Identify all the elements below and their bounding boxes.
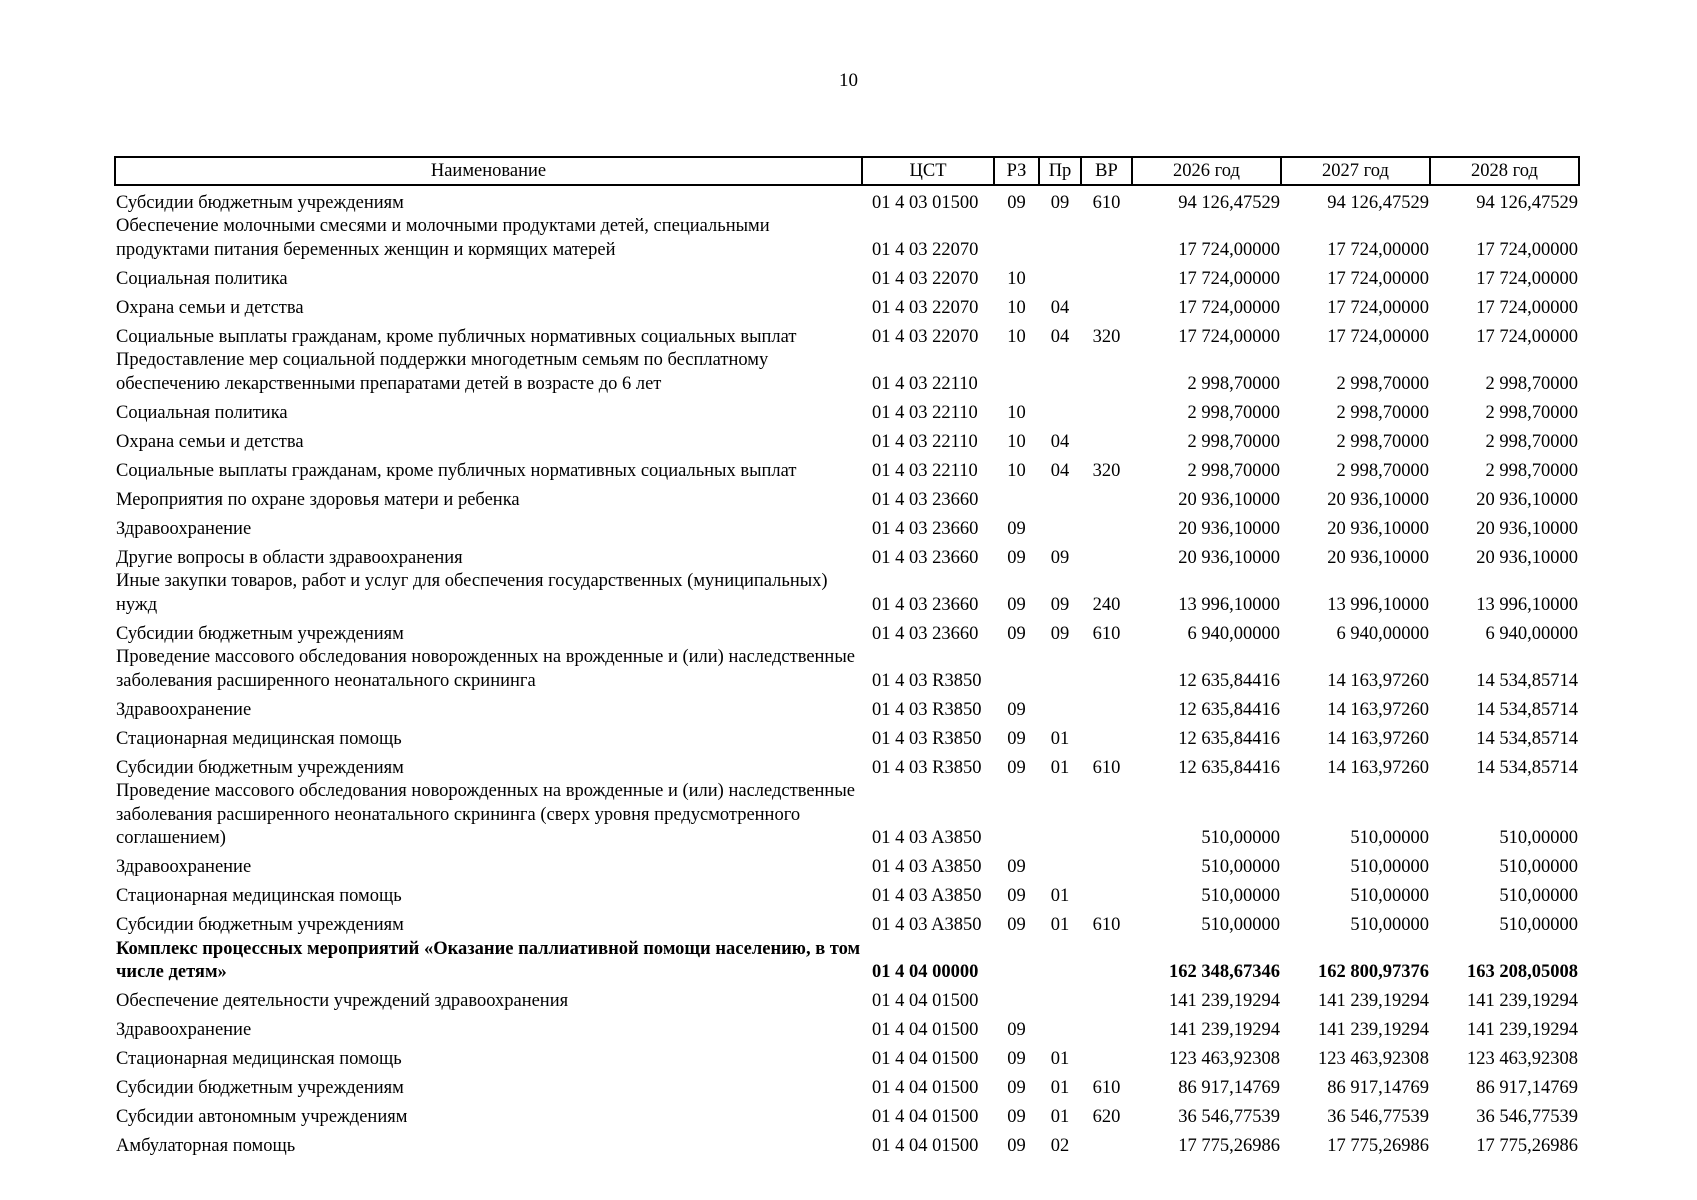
cell-2027: 162 800,97376 — [1318, 962, 1429, 982]
cell-2028: 141 239,19294 — [1467, 1020, 1578, 1040]
cell-2026: 510,00000 — [1201, 828, 1280, 848]
cell-cst: 01 4 03 R3850 — [872, 699, 982, 720]
cell-name: Охрана семьи и детства — [116, 297, 304, 318]
cell-2026: 12 635,84416 — [1178, 670, 1280, 691]
cell-rz: 09 — [1007, 1107, 1026, 1127]
cell-cst: 01 4 03 22070 — [872, 268, 979, 289]
cell-pr — [1039, 262, 1081, 291]
cell-cst: 01 4 03 01500 — [872, 192, 979, 213]
table-row — [115, 425, 1579, 454]
cell-pr: 04 — [1050, 460, 1070, 481]
cell-pr: 04 — [1050, 297, 1070, 318]
cell-cst: 01 4 03 A3850 — [872, 857, 982, 877]
cell-name: Социальная политика — [116, 402, 288, 423]
cell-pr: 04 — [1050, 431, 1070, 452]
cell-2027: 510,00000 — [1350, 828, 1429, 848]
table-row — [115, 185, 1579, 215]
cell-2027: 13 996,10000 — [1327, 594, 1429, 615]
cell-cst: 01 4 04 01500 — [872, 1107, 979, 1127]
cell-2028: 123 463,92308 — [1467, 1049, 1578, 1069]
cell-pr: 09 — [1050, 192, 1070, 213]
cell-name: Здравоохранение — [116, 699, 252, 720]
cell-pr: 02 — [1050, 1136, 1070, 1156]
cell-vr — [1081, 851, 1132, 880]
cell-name: Другие вопросы в области здравоохранения — [116, 547, 463, 568]
cell-2028: 13 996,10000 — [1476, 594, 1578, 615]
cell-cst: 01 4 04 01500 — [872, 1136, 979, 1156]
header-pr: Пр — [1039, 157, 1081, 185]
cell-2027: 94 126,47529 — [1327, 192, 1429, 213]
cell-2026: 2 998,70000 — [1187, 431, 1280, 452]
cell-2028: 14 534,85714 — [1476, 757, 1578, 778]
cell-cst: 01 4 03 22110 — [872, 431, 978, 452]
cell-rz — [994, 938, 1039, 985]
cell-2028: 14 534,85714 — [1476, 699, 1578, 720]
cell-2027: 14 163,97260 — [1327, 728, 1429, 749]
cell-name: Обеспечение деятельности учреждений здравоохранения — [116, 991, 569, 1011]
cell-rz: 09 — [1007, 623, 1026, 644]
cell-2026: 141 239,19294 — [1169, 991, 1280, 1011]
cell-vr — [1081, 349, 1132, 396]
table-row — [115, 512, 1579, 541]
cell-2028: 2 998,70000 — [1485, 431, 1578, 452]
table-row — [115, 646, 1579, 693]
cell-pr — [1039, 985, 1081, 1014]
cell-2027: 141 239,19294 — [1318, 991, 1429, 1011]
cell-vr — [1081, 1043, 1132, 1072]
cell-2028: 14 534,85714 — [1476, 728, 1578, 749]
table-row — [115, 1014, 1579, 1043]
cell-2027: 17 775,26986 — [1327, 1136, 1429, 1156]
cell-2027: 14 163,97260 — [1327, 670, 1429, 691]
table-row — [115, 1043, 1579, 1072]
header-2026: 2026 год — [1132, 157, 1281, 185]
cell-2028: 20 936,10000 — [1476, 547, 1578, 568]
table-row — [115, 1101, 1579, 1130]
cell-cst: 01 4 03 22110 — [872, 402, 978, 423]
cell-vr: 610 — [1092, 757, 1121, 778]
table-row — [115, 851, 1579, 880]
cell-2026: 12 635,84416 — [1178, 699, 1280, 720]
cell-rz: 09 — [1007, 594, 1026, 615]
cell-name: Субсидии бюджетным учреждениям — [116, 1078, 404, 1098]
cell-pr — [1039, 780, 1081, 851]
cell-2027: 86 917,14769 — [1327, 1078, 1429, 1098]
cell-pr — [1039, 693, 1081, 722]
cell-rz — [994, 780, 1039, 851]
table-row — [115, 722, 1579, 751]
cell-rz: 09 — [1007, 886, 1026, 906]
cell-pr: 09 — [1050, 547, 1070, 568]
cell-vr — [1081, 985, 1132, 1014]
cell-name: Субсидии бюджетным учреждениям — [116, 623, 404, 644]
cell-pr: 01 — [1050, 1078, 1070, 1098]
cell-cst: 01 4 03 23660 — [872, 623, 979, 644]
cell-2028: 141 239,19294 — [1467, 991, 1578, 1011]
table-row — [115, 780, 1579, 851]
cell-pr: 01 — [1050, 1049, 1070, 1069]
table-row — [115, 483, 1579, 512]
cell-name: Стационарная медицинская помощь — [116, 886, 402, 906]
cell-cst: 01 4 03 R3850 — [872, 670, 982, 691]
cell-cst: 01 4 03 22070 — [872, 239, 979, 260]
cell-2028: 86 917,14769 — [1476, 1078, 1578, 1098]
cell-2028: 510,00000 — [1499, 915, 1578, 935]
header-cst: ЦСТ — [862, 157, 994, 185]
cell-cst: 01 4 03 A3850 — [872, 915, 982, 935]
cell-cst: 01 4 03 A3850 — [872, 828, 982, 848]
cell-2026: 17 724,00000 — [1178, 268, 1280, 289]
table-row — [115, 215, 1579, 262]
table-row — [115, 396, 1579, 425]
cell-rz: 09 — [1007, 1136, 1026, 1156]
header-rz: РЗ — [994, 157, 1039, 185]
cell-cst: 01 4 03 A3850 — [872, 886, 982, 906]
cell-2026: 17 724,00000 — [1178, 239, 1280, 260]
cell-rz: 09 — [1007, 857, 1026, 877]
cell-vr — [1081, 262, 1132, 291]
cell-pr: 01 — [1050, 1107, 1070, 1127]
cell-rz — [994, 349, 1039, 396]
table-row — [115, 541, 1579, 570]
cell-2028: 94 126,47529 — [1476, 192, 1578, 213]
cell-name: Субсидии автономным учреждениям — [116, 1107, 408, 1127]
cell-rz: 09 — [1007, 757, 1026, 778]
cell-name: Иные закупки товаров, работ и услуг для обеспечения государственных (муниципальных) нужд — [116, 571, 828, 615]
cell-rz: 10 — [1007, 402, 1026, 423]
cell-pr: 04 — [1050, 326, 1070, 347]
cell-vr — [1081, 1130, 1132, 1159]
cell-2026: 13 996,10000 — [1178, 594, 1280, 615]
cell-cst: 01 4 03 23660 — [872, 489, 979, 510]
cell-2026: 17 724,00000 — [1178, 326, 1280, 347]
cell-name: Амбулаторная помощь — [116, 1136, 296, 1156]
cell-2026: 12 635,84416 — [1178, 728, 1280, 749]
cell-2027: 141 239,19294 — [1318, 1020, 1429, 1040]
cell-2028: 2 998,70000 — [1485, 373, 1578, 394]
cell-name: Здравоохранение — [116, 518, 252, 539]
cell-pr — [1039, 396, 1081, 425]
cell-2026: 86 917,14769 — [1178, 1078, 1280, 1098]
table-row — [115, 985, 1579, 1014]
cell-name: Стационарная медицинская помощь — [116, 728, 402, 749]
cell-name: Стационарная медицинская помощь — [116, 1049, 402, 1069]
cell-rz: 09 — [1007, 547, 1026, 568]
cell-rz: 09 — [1007, 728, 1026, 749]
cell-vr — [1081, 483, 1132, 512]
table-row — [115, 1072, 1579, 1101]
table-row — [115, 693, 1579, 722]
cell-2028: 17 724,00000 — [1476, 297, 1578, 318]
table-row — [115, 751, 1579, 780]
cell-vr — [1081, 396, 1132, 425]
cell-2028: 17 724,00000 — [1476, 326, 1578, 347]
cell-2026: 123 463,92308 — [1169, 1049, 1280, 1069]
cell-cst: 01 4 03 23660 — [872, 547, 979, 568]
cell-2026: 2 998,70000 — [1187, 402, 1280, 423]
cell-pr — [1039, 851, 1081, 880]
header-2028: 2028 год — [1430, 157, 1579, 185]
cell-vr — [1081, 722, 1132, 751]
cell-2027: 20 936,10000 — [1327, 489, 1429, 510]
cell-vr: 610 — [1092, 623, 1121, 644]
cell-vr: 610 — [1092, 915, 1121, 935]
cell-2027: 14 163,97260 — [1327, 699, 1429, 720]
cell-vr: 320 — [1092, 460, 1121, 481]
table-row — [115, 1130, 1579, 1159]
page-number: 10 — [839, 70, 858, 91]
cell-vr — [1081, 646, 1132, 693]
cell-2027: 2 998,70000 — [1336, 373, 1429, 394]
table-row — [115, 291, 1579, 320]
table-row — [115, 570, 1579, 617]
cell-2026: 510,00000 — [1201, 857, 1280, 877]
cell-pr — [1039, 938, 1081, 985]
cell-2027: 17 724,00000 — [1327, 297, 1429, 318]
cell-pr — [1039, 215, 1081, 262]
cell-name: Социальная политика — [116, 268, 288, 289]
cell-2027: 510,00000 — [1350, 857, 1429, 877]
cell-2026: 20 936,10000 — [1178, 518, 1280, 539]
cell-name: Здравоохранение — [116, 857, 252, 877]
cell-2027: 510,00000 — [1350, 886, 1429, 906]
cell-rz — [994, 646, 1039, 693]
cell-2028: 2 998,70000 — [1485, 460, 1578, 481]
cell-vr: 610 — [1092, 192, 1121, 213]
cell-cst: 01 4 04 00000 — [872, 962, 979, 982]
cell-name: Субсидии бюджетным учреждениям — [116, 192, 404, 213]
cell-name: Социальные выплаты гражданам, кроме публичных нормативных социальных выплат — [116, 460, 797, 481]
cell-name: Социальные выплаты гражданам, кроме публичных нормативных социальных выплат — [116, 326, 797, 347]
cell-vr — [1081, 780, 1132, 851]
cell-rz: 09 — [1007, 915, 1026, 935]
cell-pr — [1039, 1014, 1081, 1043]
cell-2027: 123 463,92308 — [1318, 1049, 1429, 1069]
table-row — [115, 880, 1579, 909]
cell-2027: 17 724,00000 — [1327, 268, 1429, 289]
cell-vr — [1081, 938, 1132, 985]
cell-2027: 20 936,10000 — [1327, 547, 1429, 568]
cell-cst: 01 4 03 R3850 — [872, 757, 982, 778]
cell-pr: 09 — [1050, 623, 1070, 644]
cell-2026: 6 940,00000 — [1187, 623, 1280, 644]
cell-2026: 12 635,84416 — [1178, 757, 1280, 778]
cell-name: Комплекс процессных мероприятий «Оказание паллиативной помощи населению, в том числе детям» — [116, 938, 861, 982]
table-row — [115, 909, 1579, 938]
cell-rz: 09 — [1007, 1078, 1026, 1098]
cell-2026: 141 239,19294 — [1169, 1020, 1280, 1040]
cell-2028: 510,00000 — [1499, 886, 1578, 906]
cell-rz: 09 — [1007, 518, 1026, 539]
cell-2028: 14 534,85714 — [1476, 670, 1578, 691]
cell-2027: 6 940,00000 — [1336, 623, 1429, 644]
header-name: Наименование — [115, 157, 862, 185]
table-row — [115, 349, 1579, 396]
cell-2027: 17 724,00000 — [1327, 326, 1429, 347]
cell-pr — [1039, 483, 1081, 512]
cell-2026: 2 998,70000 — [1187, 373, 1280, 394]
cell-name: Проведение массового обследования новорожденных на врожденные и (или) наследственные заболевания расширенного неонатального скрининга (сверх уровня предусмотренного соглашением) — [116, 781, 855, 848]
cell-pr: 01 — [1050, 728, 1070, 749]
cell-2026: 162 348,67346 — [1169, 962, 1280, 982]
cell-2028: 2 998,70000 — [1485, 402, 1578, 423]
cell-vr: 320 — [1092, 326, 1121, 347]
cell-2027: 2 998,70000 — [1336, 402, 1429, 423]
cell-2027: 510,00000 — [1350, 915, 1429, 935]
cell-rz — [994, 985, 1039, 1014]
cell-vr — [1081, 291, 1132, 320]
cell-vr: 620 — [1092, 1107, 1121, 1127]
cell-rz: 10 — [1007, 326, 1026, 347]
cell-cst: 01 4 03 23660 — [872, 594, 979, 615]
cell-2027: 36 546,77539 — [1327, 1107, 1429, 1127]
table-row — [115, 320, 1579, 349]
cell-cst: 01 4 04 01500 — [872, 1020, 979, 1040]
cell-name: Обеспечение молочными смесями и молочными продуктами детей, специальными продуктами питания беременных женщин и кормящих матерей — [116, 216, 770, 260]
cell-name: Проведение массового обследования новорожденных на врожденные и (или) наследственные заболевания расширенного неонатального скрининга — [116, 647, 855, 691]
cell-vr: 610 — [1092, 1078, 1121, 1098]
cell-name: Предоставление мер социальной поддержки многодетным семьям по бесплатному обеспечению лекарственными препаратами детей в возрасте до 6 лет — [116, 350, 769, 394]
cell-rz: 10 — [1007, 460, 1026, 481]
cell-2028: 510,00000 — [1499, 828, 1578, 848]
cell-2026: 17 724,00000 — [1178, 297, 1280, 318]
cell-vr — [1081, 215, 1132, 262]
cell-2026: 17 775,26986 — [1178, 1136, 1280, 1156]
cell-rz: 10 — [1007, 268, 1026, 289]
cell-pr — [1039, 512, 1081, 541]
cell-cst: 01 4 04 01500 — [872, 1049, 979, 1069]
cell-name: Мероприятия по охране здоровья матери и ребенка — [116, 489, 520, 510]
cell-2026: 20 936,10000 — [1178, 547, 1280, 568]
cell-2028: 17 724,00000 — [1476, 268, 1578, 289]
cell-2028: 20 936,10000 — [1476, 518, 1578, 539]
cell-rz: 10 — [1007, 431, 1026, 452]
header-2027: 2027 год — [1281, 157, 1430, 185]
cell-vr: 240 — [1092, 594, 1121, 615]
cell-2026: 20 936,10000 — [1178, 489, 1280, 510]
cell-vr — [1081, 512, 1132, 541]
cell-2026: 36 546,77539 — [1178, 1107, 1280, 1127]
cell-rz — [994, 215, 1039, 262]
cell-name: Здравоохранение — [116, 1020, 252, 1040]
cell-pr: 01 — [1050, 886, 1070, 906]
table-row — [115, 454, 1579, 483]
cell-2027: 20 936,10000 — [1327, 518, 1429, 539]
cell-pr: 01 — [1050, 757, 1070, 778]
cell-2026: 510,00000 — [1201, 886, 1280, 906]
cell-cst: 01 4 04 01500 — [872, 1078, 979, 1098]
cell-2028: 20 936,10000 — [1476, 489, 1578, 510]
cell-rz: 09 — [1007, 1020, 1026, 1040]
cell-2028: 17 775,26986 — [1476, 1136, 1578, 1156]
cell-cst: 01 4 03 R3850 — [872, 728, 982, 749]
cell-cst: 01 4 04 01500 — [872, 991, 979, 1011]
cell-rz: 09 — [1007, 699, 1026, 720]
cell-2026: 510,00000 — [1201, 915, 1280, 935]
cell-pr: 09 — [1050, 594, 1070, 615]
table-row — [115, 262, 1579, 291]
cell-vr — [1081, 425, 1132, 454]
cell-2027: 2 998,70000 — [1336, 460, 1429, 481]
cell-pr: 01 — [1050, 915, 1070, 935]
cell-cst: 01 4 03 23660 — [872, 518, 979, 539]
cell-rz: 09 — [1007, 192, 1026, 213]
cell-2028: 36 546,77539 — [1476, 1107, 1578, 1127]
table-header — [115, 157, 1579, 185]
cell-cst: 01 4 03 22110 — [872, 460, 978, 481]
cell-pr — [1039, 646, 1081, 693]
cell-name: Субсидии бюджетным учреждениям — [116, 757, 404, 778]
cell-pr — [1039, 349, 1081, 396]
cell-2028: 6 940,00000 — [1485, 623, 1578, 644]
cell-2027: 17 724,00000 — [1327, 239, 1429, 260]
cell-2028: 163 208,05008 — [1467, 962, 1578, 982]
cell-cst: 01 4 03 22070 — [872, 326, 979, 347]
cell-name: Охрана семьи и детства — [116, 431, 304, 452]
table-row — [115, 617, 1579, 646]
cell-vr — [1081, 541, 1132, 570]
cell-vr — [1081, 693, 1132, 722]
cell-rz: 10 — [1007, 297, 1026, 318]
cell-vr — [1081, 880, 1132, 909]
cell-2026: 2 998,70000 — [1187, 460, 1280, 481]
table-body — [115, 185, 1579, 1159]
cell-2027: 2 998,70000 — [1336, 431, 1429, 452]
cell-2028: 510,00000 — [1499, 857, 1578, 877]
cell-cst: 01 4 03 22110 — [872, 373, 978, 394]
header-vr: ВР — [1081, 157, 1132, 185]
cell-cst: 01 4 03 22070 — [872, 297, 979, 318]
cell-rz — [994, 483, 1039, 512]
cell-name: Субсидии бюджетным учреждениям — [116, 915, 404, 935]
budget-table — [114, 156, 1580, 1159]
cell-2027: 14 163,97260 — [1327, 757, 1429, 778]
cell-vr — [1081, 1014, 1132, 1043]
cell-2028: 17 724,00000 — [1476, 239, 1578, 260]
table-row — [115, 938, 1579, 985]
cell-2026: 94 126,47529 — [1178, 192, 1280, 213]
cell-rz: 09 — [1007, 1049, 1026, 1069]
